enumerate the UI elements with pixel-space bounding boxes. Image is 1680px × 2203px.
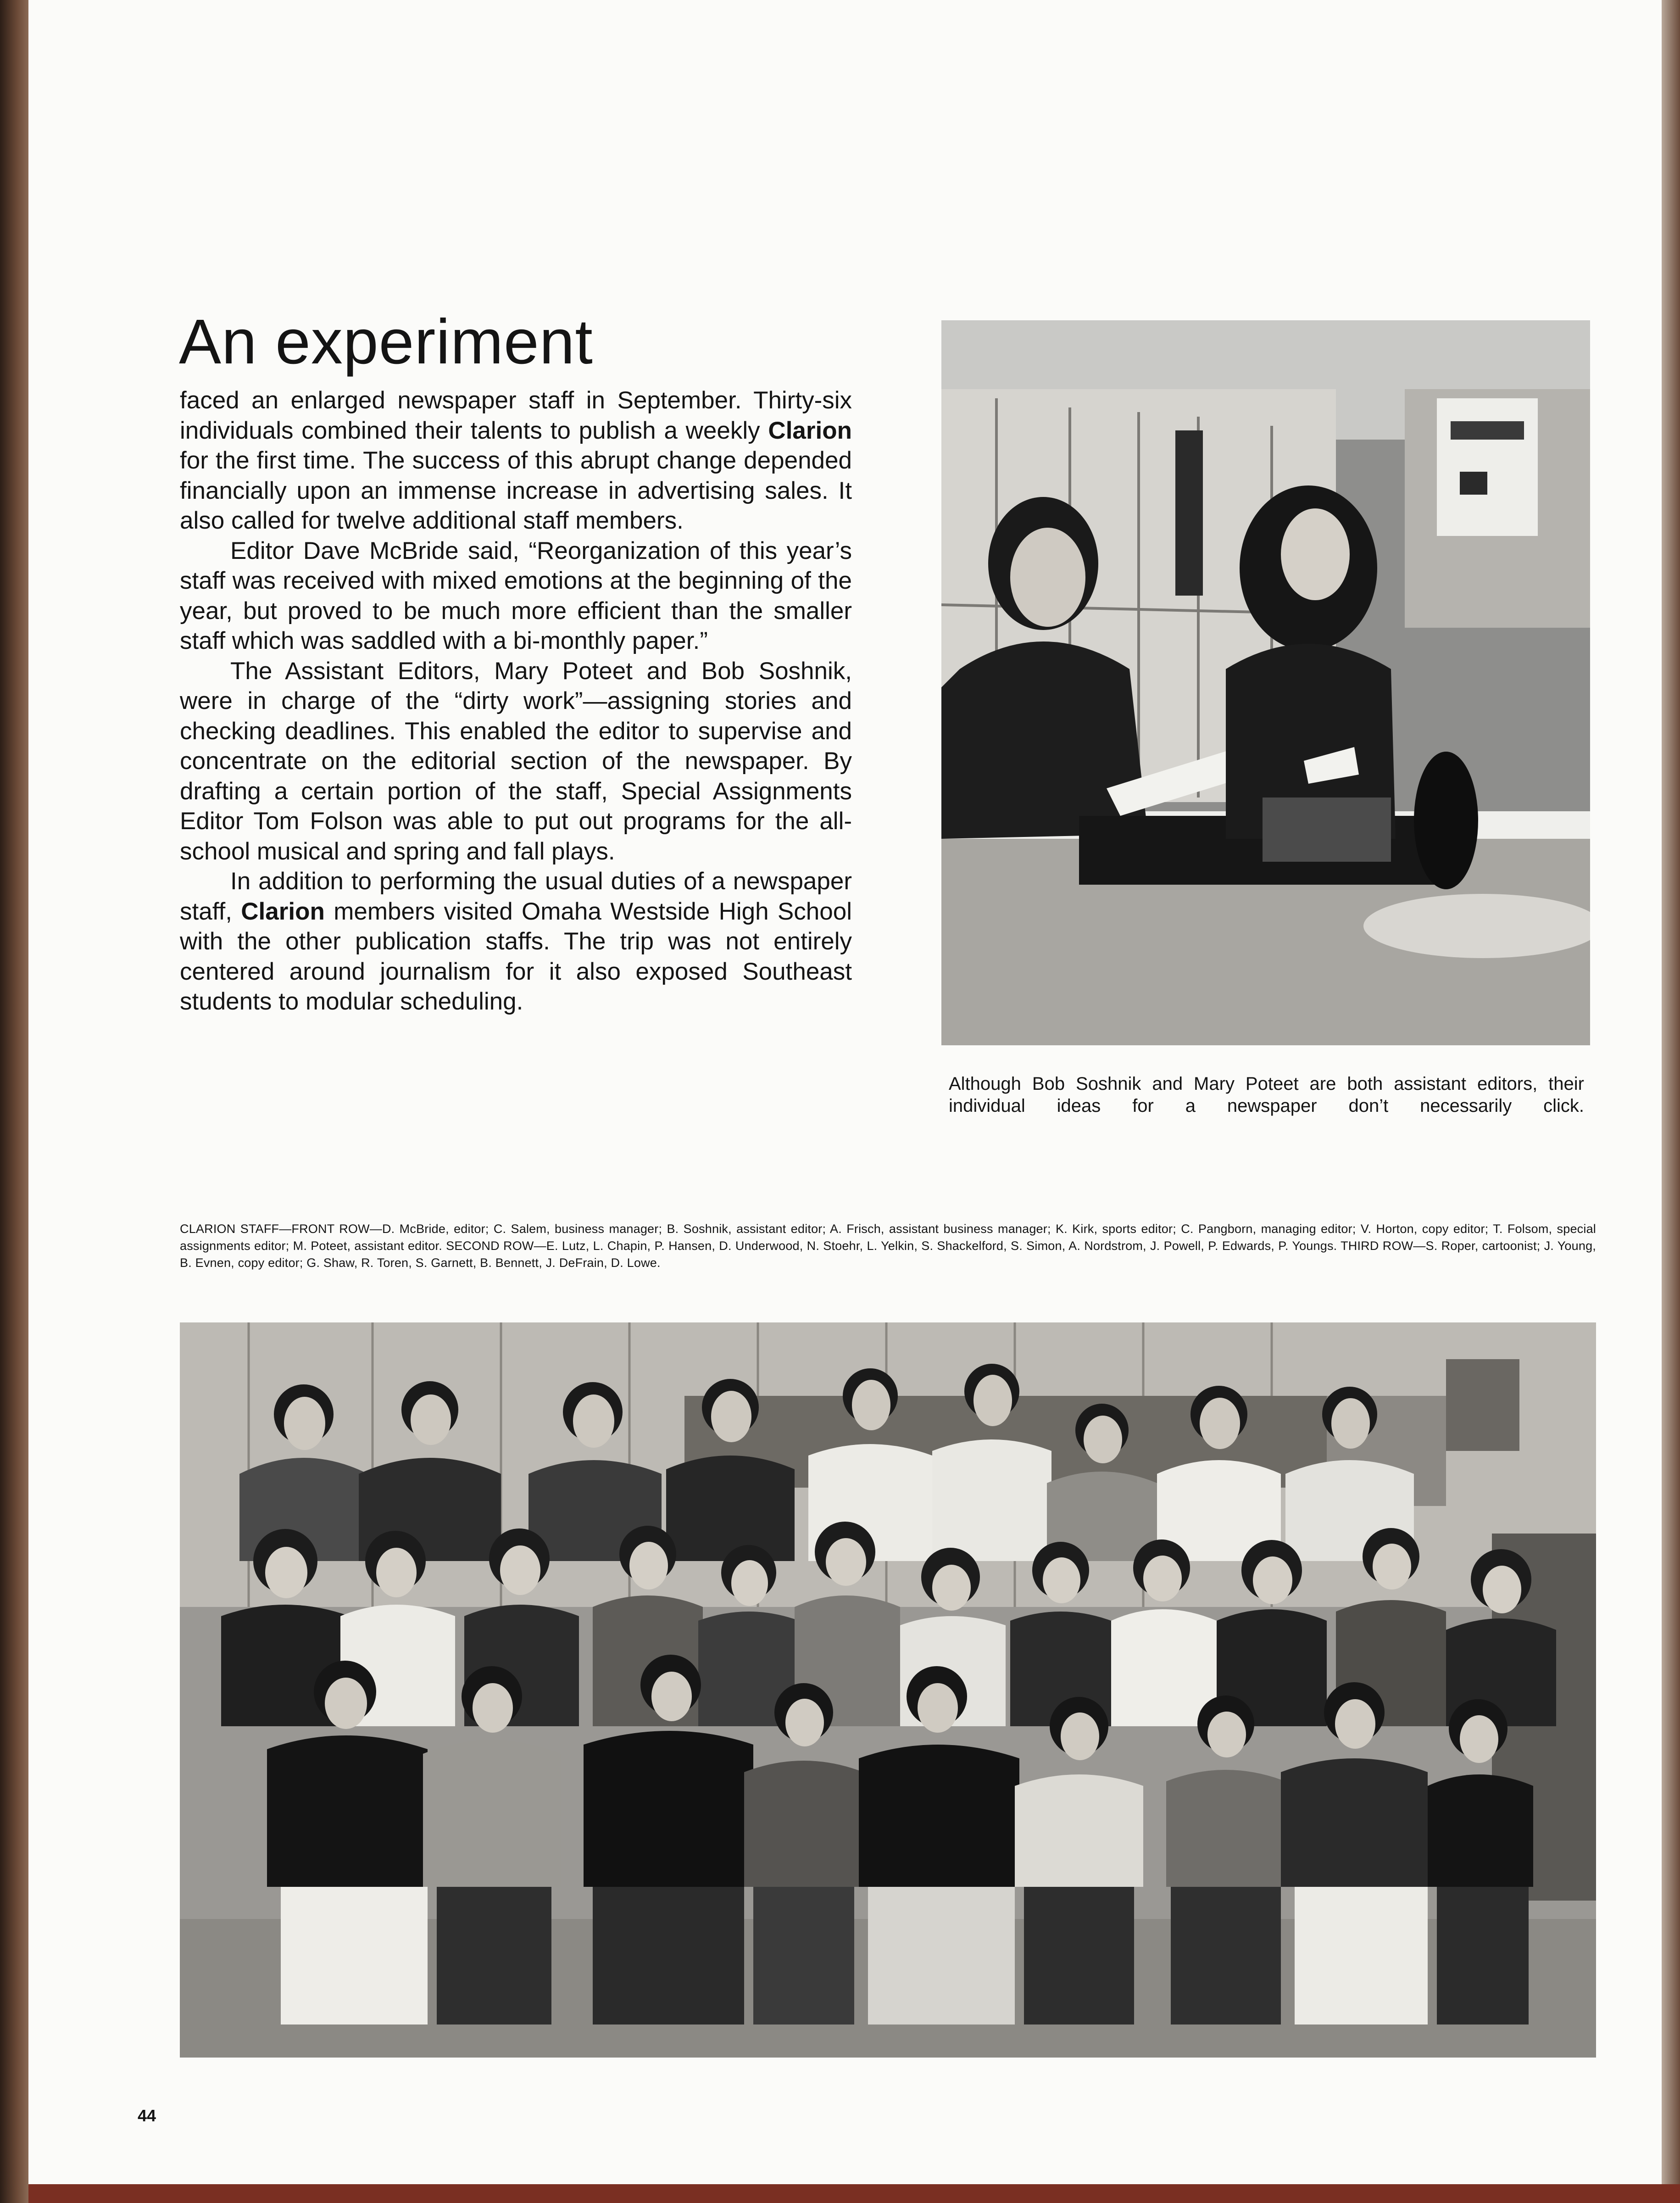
page-edge-bottom: [28, 2184, 1680, 2203]
paragraph-4-part-3: members visited Omaha Westside High School with the other publication staffs. The trip was not entirely centered around journalism for it also exposed Southeast students to modular scheduling.: [180, 898, 852, 1015]
paragraph-2-text: Editor Dave McBride said, “Reorganization of this year’s staff was received with mixed emotions at the beginning of the year, but proved to be much more efficient than the smaller staff which was saddled with a bi-monthly paper.”: [180, 537, 852, 654]
clarion-name-1: Clarion: [768, 417, 852, 444]
paragraph-3-text: The Assistant Editors, Mary Poteet and Bob Soshnik, were in charge of the “dirty work”—assigning stories and checking deadlines. This enabled the editor to supervise and concentrate on the editorial section of the newspaper. By drafting a certain portion of the staff, Special Assignments Editor Tom Folson was able to put out programs for the all-school musical and spring and fall plays.: [180, 657, 852, 865]
paragraph-1-part-3: for the first time. The success of this abrupt change depended financially upon an immense increase in advertising sales. It also called for twelve additional staff members.: [180, 447, 852, 534]
book-binding: [0, 0, 28, 2203]
staff-photo-caption: CLARION STAFF—FRONT ROW—D. McBride, editor; C. Salem, business manager; B. Soshnik, assistant editor; A. Frisch, assistant business manager; K. Kirk, sports editor; C. Pangborn, managing editor; V. Horton, copy editor; T. Folsom, special assignments editor; M. Poteet, assistant editor. SECOND ROW—E. Lutz, L. Chapin, P. Hansen, D. Underwood, N. Stoehr, L. Yelkin, S. Shackelford, S. Simon, A. Nordstrom, J. Powell, P. Edwards, P. Youngs. THIRD ROW—S. Roper, cartoonist; J. Young, B. Evnen, copy editor; G. Shaw, R. Toren, S. Garnett, B. Bennett, J. DeFrain, D. Lowe.: [180, 1222, 1596, 1270]
page-edge-right: [1662, 0, 1680, 2203]
clarion-name-2: Clarion: [241, 898, 325, 925]
page-number: 44: [138, 2106, 156, 2125]
article-body: [180, 385, 852, 1017]
paragraph-4: [180, 866, 852, 1017]
paragraph-4-part-1: In addition to performing the usual duties of a newspaper staff,: [180, 868, 852, 925]
paragraph-1: [180, 385, 852, 536]
article-headline: An experiment: [179, 307, 593, 377]
editors-photo: [941, 320, 1590, 1045]
paragraph-3: [180, 656, 852, 867]
staff-group-photo: [180, 1322, 1596, 2058]
editors-photo-illustration: [941, 320, 1590, 1045]
paragraph-2: [180, 536, 852, 656]
editors-photo-caption: Although Bob Soshnik and Mary Poteet are both assistant editors, their individual ideas for a newspaper don’t necessarily click.: [949, 1074, 1584, 1116]
paragraph-1-part-1: faced an enlarged newspaper staff in September. Thirty-six individuals combined their talents to publish a weekly: [180, 387, 852, 444]
staff-group-photo-illustration: [180, 1322, 1596, 2058]
